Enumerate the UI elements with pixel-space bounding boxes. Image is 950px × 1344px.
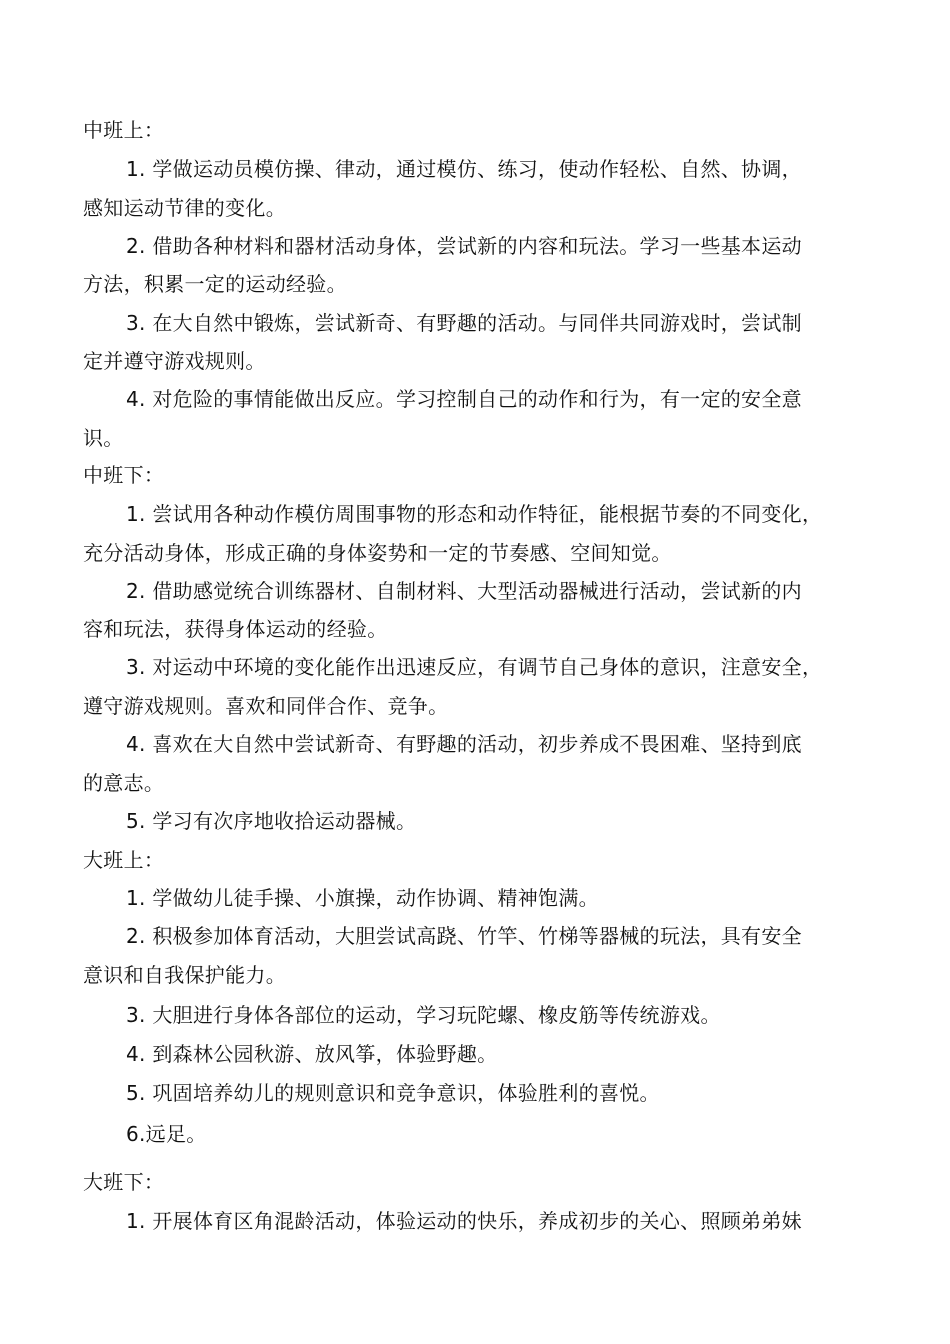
paragraph-line: 2. 借助感觉统合训练器材、自制材料、大型活动器械进行活动，尝试新的内 xyxy=(126,579,802,603)
paragraph-line: 方法，积累一定的运动经验。 xyxy=(83,272,347,296)
paragraph-line: 遵守游戏规则。喜欢和同伴合作、竞争。 xyxy=(83,694,449,718)
section-heading-middle-class-lower: 中班下： xyxy=(83,463,165,487)
paragraph-line: 1. 开展体育区角混龄活动，体验运动的快乐，养成初步的关心、照顾弟弟妹 xyxy=(126,1209,802,1233)
paragraph-line: 2. 借助各种材料和器材活动身体，尝试新的内容和玩法。学习一些基本运动 xyxy=(126,234,802,258)
paragraph-line: 4. 喜欢在大自然中尝试新奇、有野趣的活动，初步养成不畏困难、坚持到底 xyxy=(126,732,802,756)
paragraph-line: 的意志。 xyxy=(83,771,165,795)
paragraph-line: 1. 学做幼儿徒手操、小旗操，动作协调、精神饱满。 xyxy=(126,886,599,910)
paragraph-line: 3. 大胆进行身体各部位的运动，学习玩陀螺、橡皮筋等传统游戏。 xyxy=(126,1003,721,1027)
section-heading-middle-class-upper: 中班上： xyxy=(83,118,165,142)
paragraph-line: 6.远足。 xyxy=(126,1122,207,1146)
paragraph-line: 定并遵守游戏规则。 xyxy=(83,349,266,373)
section-heading-senior-class-lower: 大班下： xyxy=(83,1170,165,1194)
paragraph-line: 4. 到森林公园秋游、放风筝，体验野趣。 xyxy=(126,1042,498,1066)
paragraph-line: 识。 xyxy=(83,426,124,450)
paragraph-line: 1. 尝试用各种动作模仿周围事物的形态和动作特征，能根据节奏的不同变化， xyxy=(126,502,823,526)
section-heading-senior-class-upper: 大班上： xyxy=(83,848,165,872)
paragraph-line: 3. 在大自然中锻炼，尝试新奇、有野趣的活动。与同伴共同游戏时，尝试制 xyxy=(126,311,802,335)
paragraph-line: 4. 对危险的事情能做出反应。学习控制自己的动作和行为，有一定的安全意 xyxy=(126,387,802,411)
paragraph-line: 充分活动身体，形成正确的身体姿势和一定的节奏感、空间知觉。 xyxy=(83,541,672,565)
paragraph-line: 5. 巩固培养幼儿的规则意识和竞争意识，体验胜利的喜悦。 xyxy=(126,1081,660,1105)
paragraph-line: 3. 对运动中环境的变化能作出迅速反应，有调节自己身体的意识，注意安全， xyxy=(126,655,823,679)
paragraph-line: 感知运动节律的变化。 xyxy=(83,196,286,220)
paragraph-line: 容和玩法，获得身体运动的经验。 xyxy=(83,617,388,641)
paragraph-line: 意识和自我保护能力。 xyxy=(83,963,286,987)
paragraph-line: 1. 学做运动员模仿操、律动，通过模仿、练习，使动作轻松、自然、协调， xyxy=(126,157,802,181)
paragraph-line: 5. 学习有次序地收拾运动器械。 xyxy=(126,809,417,833)
paragraph-line: 2. 积极参加体育活动，大胆尝试高跷、竹竿、竹梯等器械的玩法，具有安全 xyxy=(126,924,802,948)
